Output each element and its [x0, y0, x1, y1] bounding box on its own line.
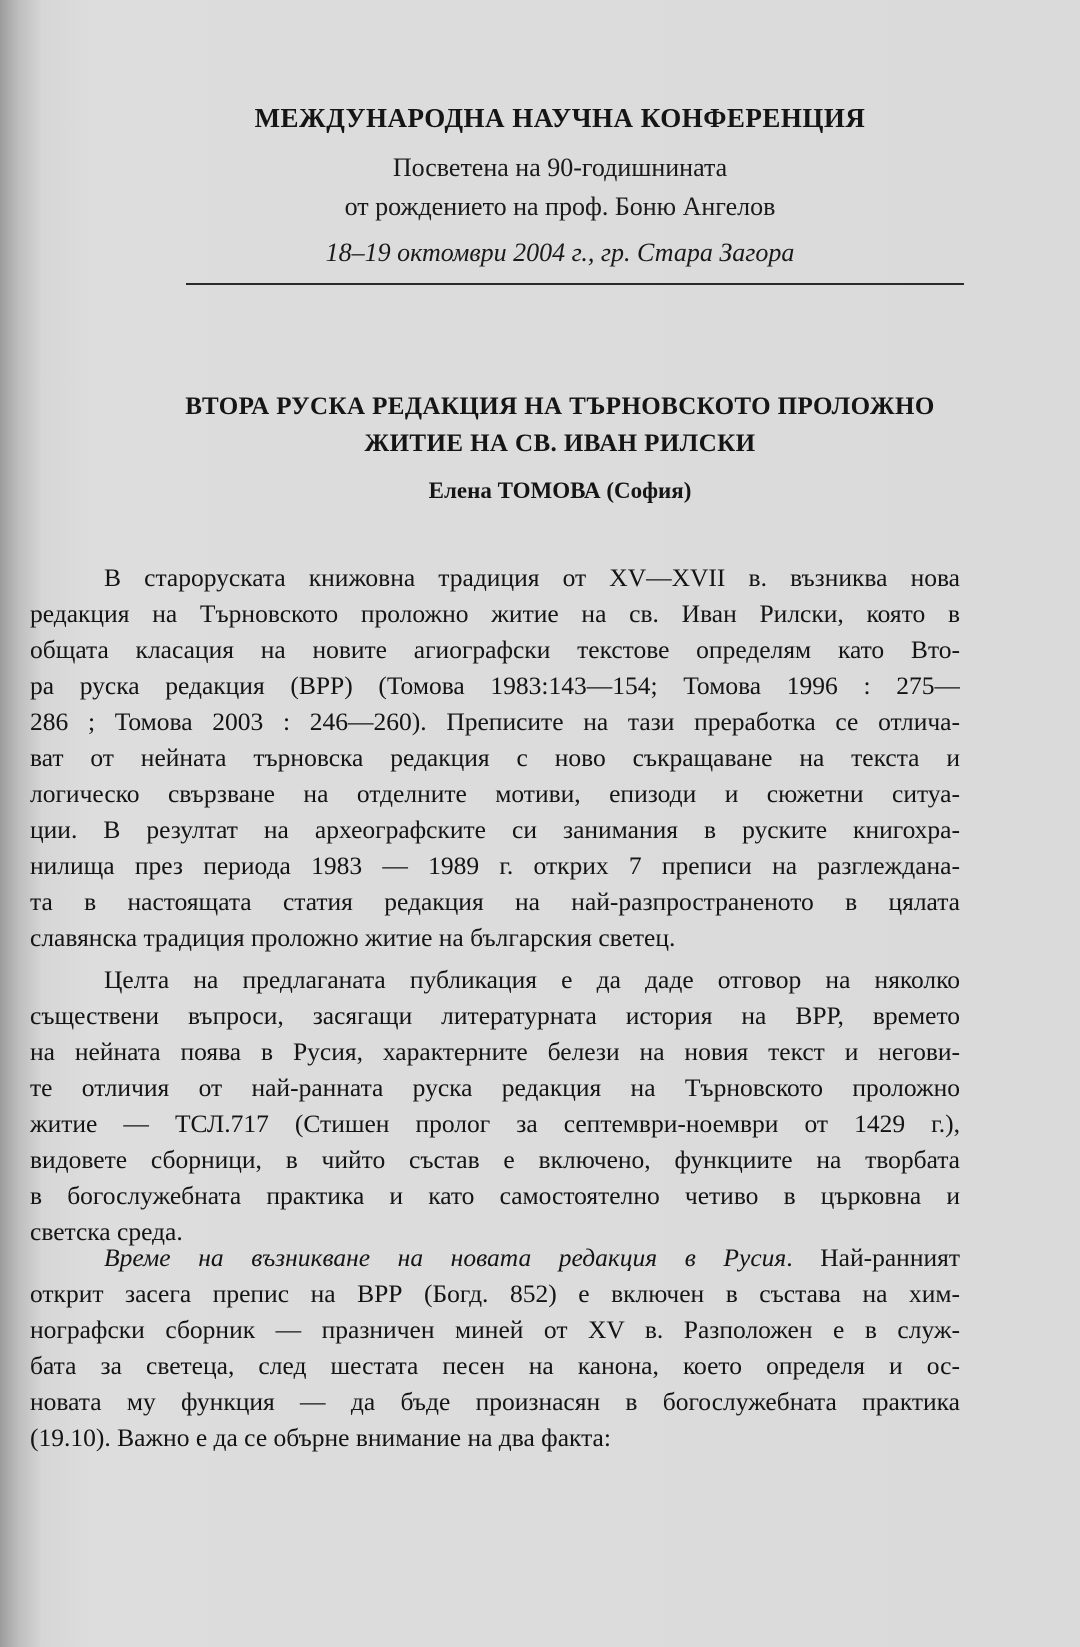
body-line: ват от нейната търновска редакция с ново съкращаване на текста и [30, 743, 960, 772]
body-line: (19.10). Важно е да се обърне внимание на два факта: [30, 1423, 611, 1452]
article-author: Елена ТОМОВА (София) [428, 478, 692, 503]
body-line: та в настоящата статия редакция на най-разпространеното в цялата [30, 887, 960, 916]
body-line: В староруската книжовна традиция от XV—XVII в. възниква нова [104, 563, 960, 592]
body-line: новата му функция — да бъде произнасян в богослужебната практика [30, 1387, 960, 1416]
body-line: ра руска редакция (ВРР) (Томова 1983:143—154; Томова 1996 : 275— [30, 671, 960, 700]
header-divider [186, 283, 964, 285]
conference-title: МЕЖДУНАРОДНА НАУЧНА КОНФЕРЕНЦИЯ [254, 103, 866, 133]
body-line: нографски сборник — празничен миней от XV в. Разположен е в служ- [30, 1315, 960, 1344]
body-line: бата за светеца, след шестата песен на канона, което определя и ос- [30, 1351, 960, 1380]
body-line: съществени въпроси, засягащи литературната история на ВРР, времето [30, 1001, 960, 1030]
body-line: логическо свързване на отделните мотиви, епизоди и сюжетни ситуа- [30, 779, 960, 808]
body-line: видовете сборници, в чийто състав е включено, функциите на творбата [30, 1145, 960, 1174]
body-line: редакция на Търновското проложно житие на св. Иван Рилски, която в [30, 599, 960, 628]
body-line-lead [104, 1240, 960, 1276]
body-line: ции. В резултат на археографските си занимания в руските книгохра- [30, 815, 960, 844]
section-lead-italic: Време на възникване на новата редакция в Русия [104, 1243, 787, 1272]
body-line: славянска традиция проложно житие на българския светец. [30, 923, 676, 952]
body-line: в богослужебната практика и като самостоятелно четиво в църковна и [30, 1181, 960, 1210]
dedication-line-2: от рождението на проф. Боню Ангелов [344, 192, 776, 221]
dedication-line-1: Посветена на 90-годишнината [392, 153, 728, 182]
article-title-line-2: ЖИТИЕ НА СВ. ИВАН РИЛСКИ [364, 430, 756, 457]
body-line: Целта на предлаганата публикация е да даде отговор на няколко [104, 965, 960, 994]
body-line: открит засега препис на ВРР (Богд. 852) е включен в състава на хим- [30, 1279, 960, 1308]
body-line: на нейната поява в Русия, характерните белези на новия текст и негови- [30, 1037, 960, 1066]
article-title-line-1: ВТОРА РУСКА РЕДАКЦИЯ НА ТЪРНОВСКОТО ПРОЛОЖНО [185, 393, 935, 420]
conference-date-place: 18–19 октомври 2004 г., гр. Стара Загора [325, 238, 795, 267]
body-line: нилища през периода 1983 — 1989 г. открих 7 преписи на разглеждана- [30, 851, 960, 880]
body-line: 286 ; Томова 2003 : 246—260). Преписите на тази преработка се отлича- [30, 707, 960, 736]
body-line: те отличия от най-ранната руска редакция на Търновското проложно [30, 1073, 960, 1102]
section-lead-rest: . Най-ранният [786, 1243, 960, 1272]
body-line: житие — ТСЛ.717 (Стишен пролог за септември-ноември от 1429 г.), [30, 1109, 960, 1138]
body-line: общата класация на новите агиографски текстове определям като Вто- [30, 635, 960, 664]
body-line: светска среда. [30, 1217, 183, 1246]
